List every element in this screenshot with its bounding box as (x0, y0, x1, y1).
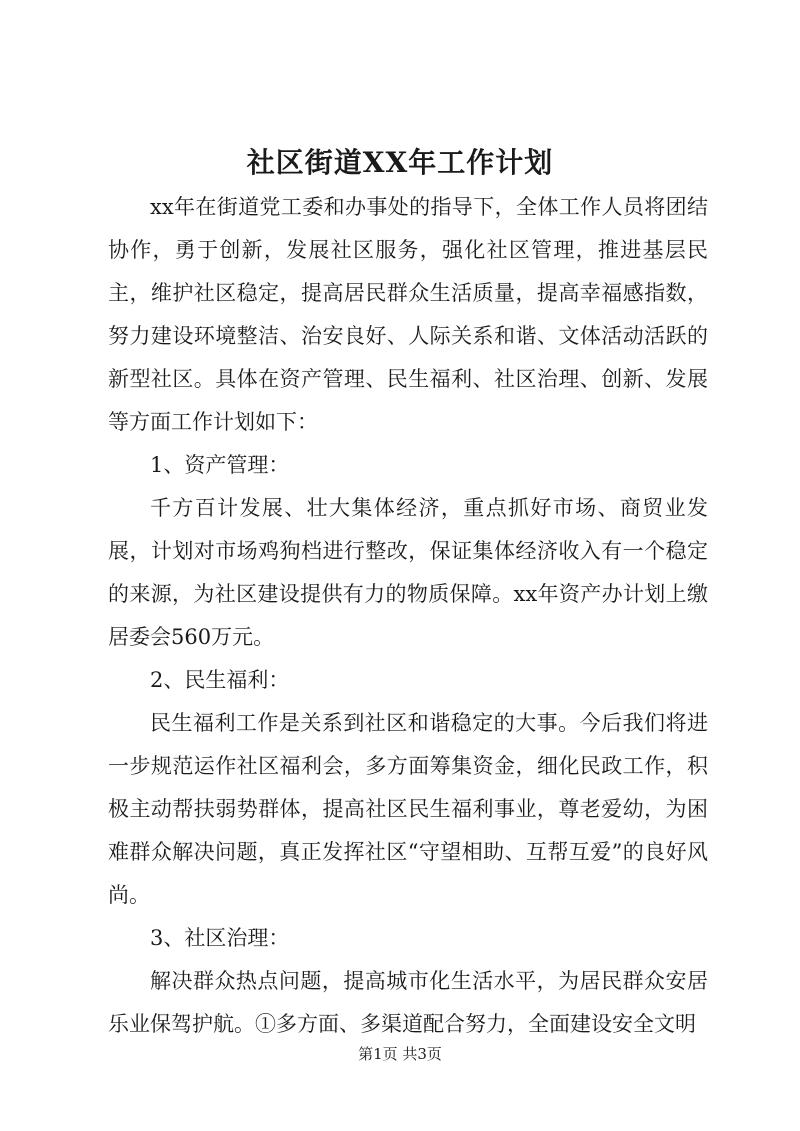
section-heading-welfare: 2、民生福利： (150, 668, 290, 692)
document-body (108, 186, 708, 1046)
section-text-assets: 千方百计发展、壮大集体经济，重点抓好市场、商贸业发展，计划对市场鸡狗档进行整改，保证集体经济收入有一个稳定的来源，为社区建设提供有力的物质保障。xx年资产办计划上缴居委会560万元。 (108, 496, 708, 649)
document-title: 社区街道XX年工作计划 (246, 146, 554, 179)
section-text-governance: 解决群众热点问题，提高城市化生活水平，为居民群众安居乐业保驾护航。①多方面、多渠道配合努力，全面建设安全文明 (108, 969, 708, 1036)
section-heading-governance: 3、社区治理： (150, 926, 290, 950)
intro-paragraph: xx年在街道党工委和办事处的指导下，全体工作人员将团结协作，勇于创新，发展社区服务，强化社区管理，推进基层民主，维护社区稳定，提高居民群众生活质量，提高幸福感指数，努力建设环境整洁、治安良好、人际关系和谐、文体活动活跃的新型社区。具体在资产管理、民生福利、社区治理、创新、发展等方面工作计划如下： (108, 195, 708, 434)
section-text-welfare: 民生福利工作是关系到社区和谐稳定的大事。今后我们将进一步规范运作社区福利会，多方面筹集资金，细化民政工作，积极主动帮扶弱势群体，提高社区民生福利事业，尊老爱幼，为困难群众解决问题，真正发挥社区“守望相助、互帮互爱”的良好风尚。 (108, 711, 708, 907)
page-number-footer: 第1页 共3页 (358, 1045, 442, 1063)
section-heading-assets: 1、资产管理： (150, 453, 290, 477)
